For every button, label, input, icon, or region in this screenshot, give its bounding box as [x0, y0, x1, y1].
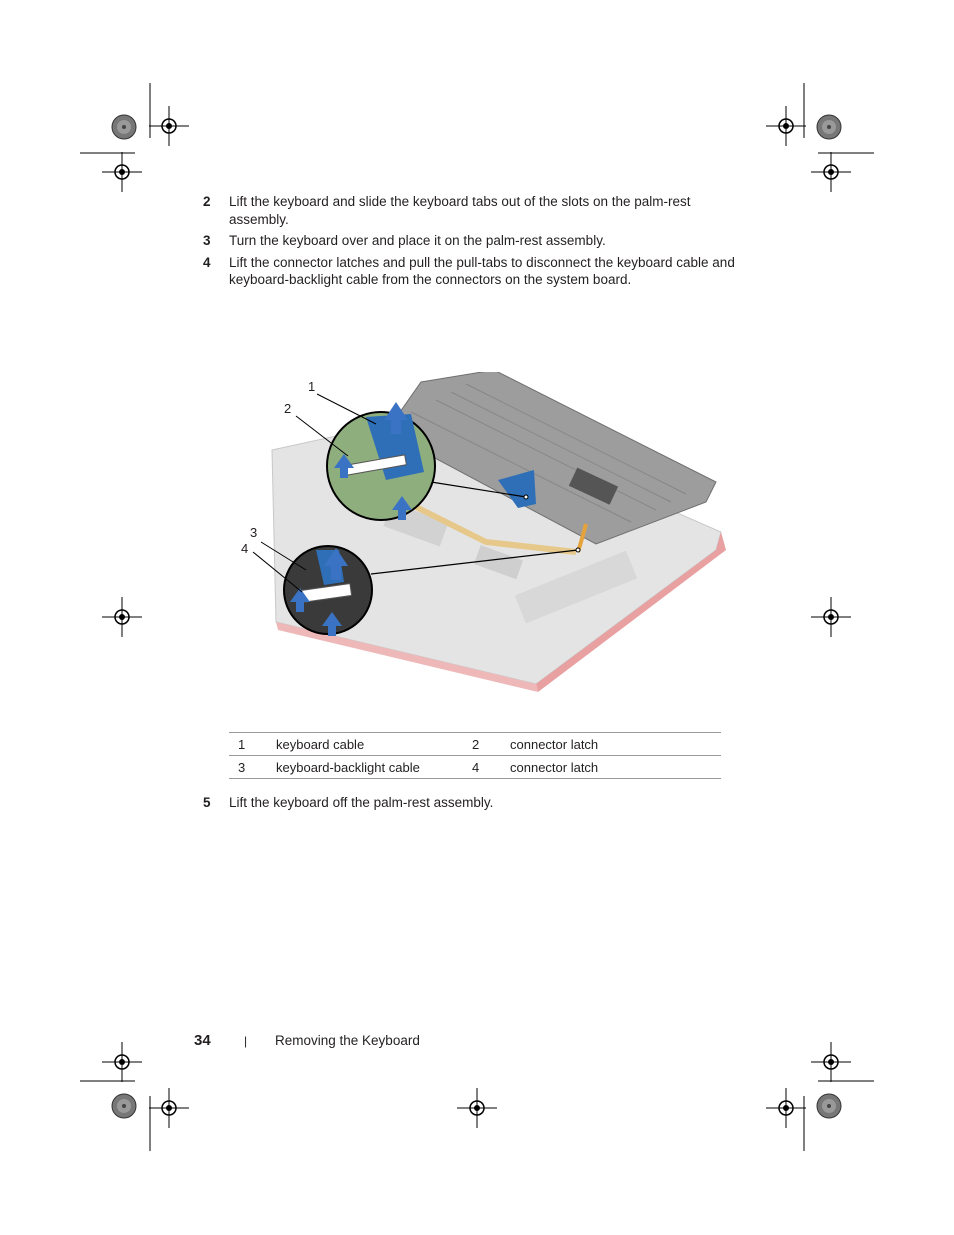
- callout-legend-table: [229, 732, 721, 779]
- step-text: Lift the keyboard off the palm-rest assembly.: [229, 795, 494, 810]
- keyboard-illustration: [236, 372, 736, 692]
- footer-section-title: Removing the Keyboard: [275, 1033, 420, 1048]
- legend-number: 3: [229, 756, 276, 779]
- table-row: [229, 733, 721, 756]
- step-number: 5: [203, 795, 211, 810]
- legend-number: 1: [229, 733, 276, 756]
- laptop-drawing: [236, 372, 736, 692]
- step-5: [203, 794, 743, 812]
- step-text: Lift the keyboard and slide the keyboard tabs out of the slots on the palm-rest assembly.: [229, 194, 691, 227]
- step-text: Turn the keyboard over and place it on the palm-rest assembly.: [229, 233, 606, 248]
- steps-bottom: [203, 794, 743, 816]
- legend-number: 4: [463, 756, 510, 779]
- step-number: 4: [203, 254, 211, 270]
- legend-label: keyboard-backlight cable: [276, 756, 463, 779]
- legend-label: keyboard cable: [276, 733, 463, 756]
- footer-separator: |: [244, 1034, 248, 1048]
- page-number: 34: [194, 1032, 211, 1049]
- steps-top: [203, 193, 743, 293]
- step-3: [203, 232, 743, 250]
- legend-label: connector latch: [510, 756, 721, 779]
- legend-number: 2: [463, 733, 510, 756]
- callout-2: 2: [284, 401, 292, 416]
- callout-4: 4: [241, 541, 249, 556]
- callout-1: 1: [308, 379, 316, 394]
- step-2: [203, 193, 743, 228]
- step-number: 3: [203, 233, 211, 248]
- step-text: Lift the connector latches and pull the pull-tabs to disconnect the keyboard cable and keyboard-backlight cable from the connectors on the system board.: [229, 254, 735, 287]
- table-row: [229, 756, 721, 779]
- step-4: [203, 254, 743, 289]
- callout-3: 3: [250, 525, 258, 540]
- step-number: 2: [203, 194, 211, 209]
- legend-label: connector latch: [510, 733, 721, 756]
